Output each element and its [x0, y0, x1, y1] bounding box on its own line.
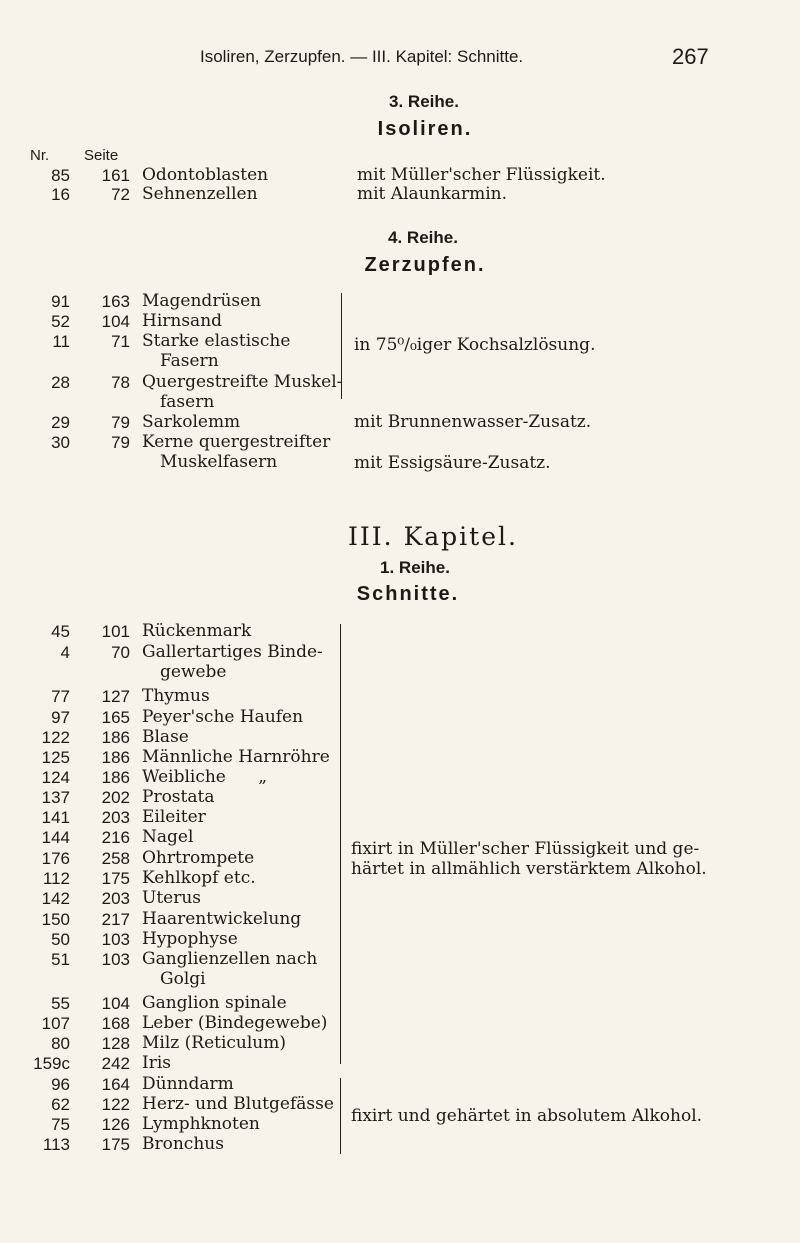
row-nr: 50 — [51, 930, 70, 949]
row-nr: 75 — [51, 1115, 70, 1134]
row-name-line: Ganglienzellen nach — [142, 949, 318, 969]
row-nr: 107 — [41, 1014, 70, 1033]
row-seite: 71 — [111, 332, 130, 351]
row-seite: 104 — [101, 312, 130, 331]
row-seite: 217 — [101, 910, 130, 929]
row-name: Lymphknoten — [142, 1114, 260, 1134]
row-nr: 91 — [51, 292, 70, 311]
row-seite: 79 — [111, 413, 130, 432]
row-seite: 186 — [101, 748, 130, 767]
row-seite: 127 — [101, 687, 130, 706]
row-name: Haarentwickelung — [142, 909, 302, 929]
row-name: Iris — [142, 1053, 172, 1073]
row-name-continuation: gewebe — [160, 662, 227, 682]
row-seite: 164 — [101, 1075, 130, 1094]
row-name — [142, 331, 352, 371]
row-nr: 28 — [51, 373, 70, 392]
row-nr: 112 — [42, 869, 70, 888]
row-seite: 163 — [101, 292, 130, 311]
row-name: Magendrüsen — [142, 291, 262, 311]
column-header-seite: Seite — [84, 147, 119, 164]
row-nr: 55 — [51, 994, 70, 1013]
section-3-title: Isoliren. — [377, 118, 473, 140]
row-seite: 103 — [101, 950, 130, 969]
row-name: Hirnsand — [142, 311, 223, 331]
row-name: Odontoblasten — [142, 165, 269, 185]
row-name: Nagel — [142, 827, 194, 847]
brace — [336, 1078, 341, 1154]
row-name — [142, 432, 352, 472]
row-seite: 126 — [101, 1115, 130, 1134]
row-seite: 104 — [101, 994, 130, 1013]
row-nr: 141 — [41, 808, 70, 827]
row-note: mit Essigsäure-Zusatz. — [354, 453, 551, 473]
row-seite: 186 — [101, 728, 130, 747]
brace — [337, 293, 342, 399]
row-name-line: Gallertartiges Binde- — [142, 642, 323, 662]
column-header-nr: Nr. — [30, 147, 50, 164]
row-name: Sarkolemm — [142, 412, 241, 432]
row-nr: 113 — [42, 1135, 70, 1154]
row-name: Sehnenzellen — [142, 184, 258, 204]
row-nr: 125 — [41, 748, 70, 767]
row-seite: 165 — [101, 708, 130, 727]
row-name: Blase — [142, 727, 189, 747]
row-nr: 137 — [41, 788, 70, 807]
row-seite: 203 — [101, 808, 130, 827]
row-name: Peyer'sche Haufen — [142, 707, 304, 727]
row-nr: 150 — [41, 910, 70, 929]
row-nr: 96 — [51, 1075, 70, 1094]
section-4-reihe: 4. Reihe. — [388, 228, 458, 247]
row-name-continuation: Fasern — [160, 351, 219, 371]
row-nr: 16 — [51, 185, 70, 204]
row-name: Thymus — [142, 686, 210, 706]
chapter-subtitle: Schnitte. — [356, 583, 460, 605]
row-seite: 202 — [101, 788, 130, 807]
section-4-title: Zerzupfen. — [364, 254, 486, 276]
row-note: mit Alaunkarmin. — [357, 184, 508, 204]
row-nr: 52 — [51, 312, 70, 331]
group-note: fixirt und gehärtet in absolutem Alkohol. — [351, 1106, 703, 1126]
row-name: Ganglion spinale — [142, 993, 287, 1013]
row-name: Kehlkopf etc. — [142, 868, 256, 888]
chapter-title: III. Kapitel. — [348, 522, 518, 551]
row-seite: 203 — [101, 889, 130, 908]
row-name: Dünndarm — [142, 1074, 234, 1094]
row-name: Milz (Reticulum) — [142, 1033, 287, 1053]
row-nr: 77 — [51, 687, 70, 706]
row-seite: 168 — [101, 1014, 130, 1033]
row-name: Uterus — [142, 888, 202, 908]
row-seite: 175 — [101, 869, 130, 888]
row-seite: 70 — [111, 643, 130, 662]
row-nr: 45 — [51, 622, 70, 641]
row-nr: 97 — [51, 708, 70, 727]
row-seite: 101 — [101, 622, 130, 641]
row-seite: 122 — [101, 1095, 130, 1114]
row-seite: 161 — [101, 166, 130, 185]
row-nr: 85 — [51, 166, 70, 185]
row-seite: 216 — [101, 828, 130, 847]
chapter-reihe: 1. Reihe. — [380, 558, 450, 577]
row-name: Prostata — [142, 787, 215, 807]
row-name: Leber (Bindegewebe) — [142, 1013, 328, 1033]
row-seite: 128 — [101, 1034, 130, 1053]
row-name — [142, 949, 352, 989]
row-note: mit Brunnenwasser-Zusatz. — [354, 412, 592, 432]
row-name — [142, 642, 352, 682]
row-nr: 122 — [41, 728, 70, 747]
row-seite: 78 — [111, 373, 130, 392]
row-seite: 103 — [101, 930, 130, 949]
row-name: Männliche Harnröhre — [142, 747, 330, 767]
row-nr: 159c — [33, 1054, 70, 1073]
row-name-line: Kerne quergestreifter — [142, 432, 331, 452]
row-nr: 4 — [60, 643, 70, 662]
group-note: härtet in allmählich verstärktem Alkohol. — [351, 859, 707, 879]
row-seite: 258 — [101, 849, 130, 868]
row-name: Eileiter — [142, 807, 206, 827]
row-name: Herz- und Blutgefässe — [142, 1094, 334, 1114]
row-seite: 242 — [101, 1054, 130, 1073]
row-nr: 176 — [41, 849, 70, 868]
row-name: Bronchus — [142, 1134, 224, 1154]
row-nr: 144 — [41, 828, 70, 847]
row-seite: 186 — [101, 768, 130, 787]
row-nr: 124 — [41, 768, 70, 787]
row-nr: 62 — [51, 1095, 70, 1114]
row-name-continuation: Muskelfasern — [160, 452, 278, 472]
group-note: in 75⁰/₀iger Kochsalzlösung. — [354, 335, 596, 355]
section-3-reihe: 3. Reihe. — [389, 92, 459, 111]
row-name-line: Quergestreifte Muskel- — [142, 372, 343, 392]
page-number: 267 — [672, 44, 709, 69]
running-title: Isoliren, Zerzupfen. — III. Kapitel: Schnitte. — [200, 47, 524, 66]
row-seite: 175 — [101, 1135, 130, 1154]
group-note: fixirt in Müller'scher Flüssigkeit und ge- — [351, 839, 700, 859]
row-name: Rückenmark — [142, 621, 252, 641]
row-name-line: Starke elastische — [142, 331, 291, 351]
row-name-continuation: Golgi — [160, 969, 206, 989]
row-nr: 29 — [51, 413, 70, 432]
row-nr: 11 — [52, 332, 70, 351]
row-nr: 51 — [51, 950, 70, 969]
row-name — [142, 372, 352, 412]
row-name: Weibliche „ — [142, 767, 268, 787]
row-name: Ohrtrompete — [142, 848, 255, 868]
row-nr: 30 — [51, 433, 70, 452]
brace — [336, 624, 341, 1064]
row-name: Hypophyse — [142, 929, 238, 949]
row-nr: 142 — [41, 889, 70, 908]
row-seite: 72 — [111, 185, 130, 204]
row-nr: 80 — [51, 1034, 70, 1053]
row-name-continuation: fasern — [160, 392, 215, 412]
row-note: mit Müller'scher Flüssigkeit. — [357, 165, 606, 185]
row-seite: 79 — [111, 433, 130, 452]
